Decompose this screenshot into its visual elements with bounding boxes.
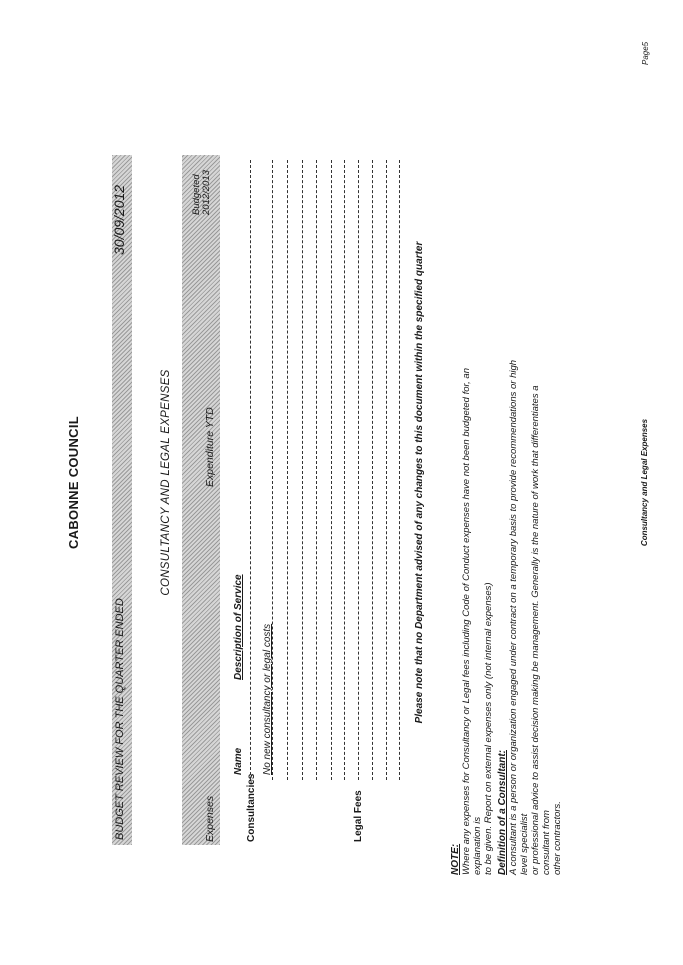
definition-heading: Definition of a Consultant:: [497, 750, 508, 875]
table-rule: [316, 160, 317, 780]
page-number: Page5: [641, 41, 650, 65]
table-rule: [399, 160, 400, 780]
table-rule: [344, 160, 345, 780]
definition-line: A consultant is a person or organization engaged under contract on a temporary basis to provide recommendations or high level specialist: [508, 359, 530, 875]
section-title: CONSULTANCY AND LEGAL EXPENSES: [160, 369, 172, 596]
table-rule: [386, 160, 387, 780]
note-line: to be given. Report on external expenses only (not internal expenses): [483, 582, 494, 875]
header-left-text: BUDGET REVIEW FOR THE QUARTER ENDED: [114, 598, 126, 840]
table-rule: [250, 160, 251, 780]
table-rule: [358, 160, 359, 780]
page-footer: Consultancy and Legal Expenses: [640, 418, 649, 547]
column-expenses: Expenses: [204, 795, 216, 842]
table-rule: [272, 160, 273, 780]
column-budgeted-year: 2012/2013: [201, 170, 212, 215]
department-advice-note: Please note that no Department advised of any changes to this document within the specified quarter: [414, 241, 425, 724]
table-rule: [372, 160, 373, 780]
council-title: CABONNE COUNCIL: [66, 415, 81, 550]
definition-line: other contractors.: [552, 801, 563, 875]
name-header: Name: [233, 747, 244, 775]
table-rule: [287, 160, 288, 780]
header-date: 30/09/2012: [111, 184, 127, 255]
definition-line: or professional advice to assist decision making be management. Generally is the nature of work that differentiates a consultant from: [530, 385, 552, 875]
note-heading: NOTE:: [450, 843, 461, 875]
column-budgeted: [192, 170, 212, 215]
column-expenditure-ytd: Expenditure YTD: [204, 407, 216, 487]
description-header: Description of Service: [233, 574, 244, 680]
consultancy-row-text: No new consultancy or legal costs: [262, 623, 273, 775]
column-budgeted-line1: Budgeted: [191, 174, 202, 215]
legal-fees-label: Legal Fees: [353, 790, 364, 842]
table-rule: [331, 160, 332, 780]
table-rule: [302, 160, 303, 780]
column-header-band: [182, 155, 220, 845]
note-line: Where any expenses for Consultancy or Legal fees including Code of Conduct expenses have not been budgeted for, an explanation is: [461, 367, 483, 875]
note-body: [461, 355, 494, 875]
consultancies-label: Consultancies: [246, 773, 257, 842]
definition-body: [508, 355, 563, 875]
